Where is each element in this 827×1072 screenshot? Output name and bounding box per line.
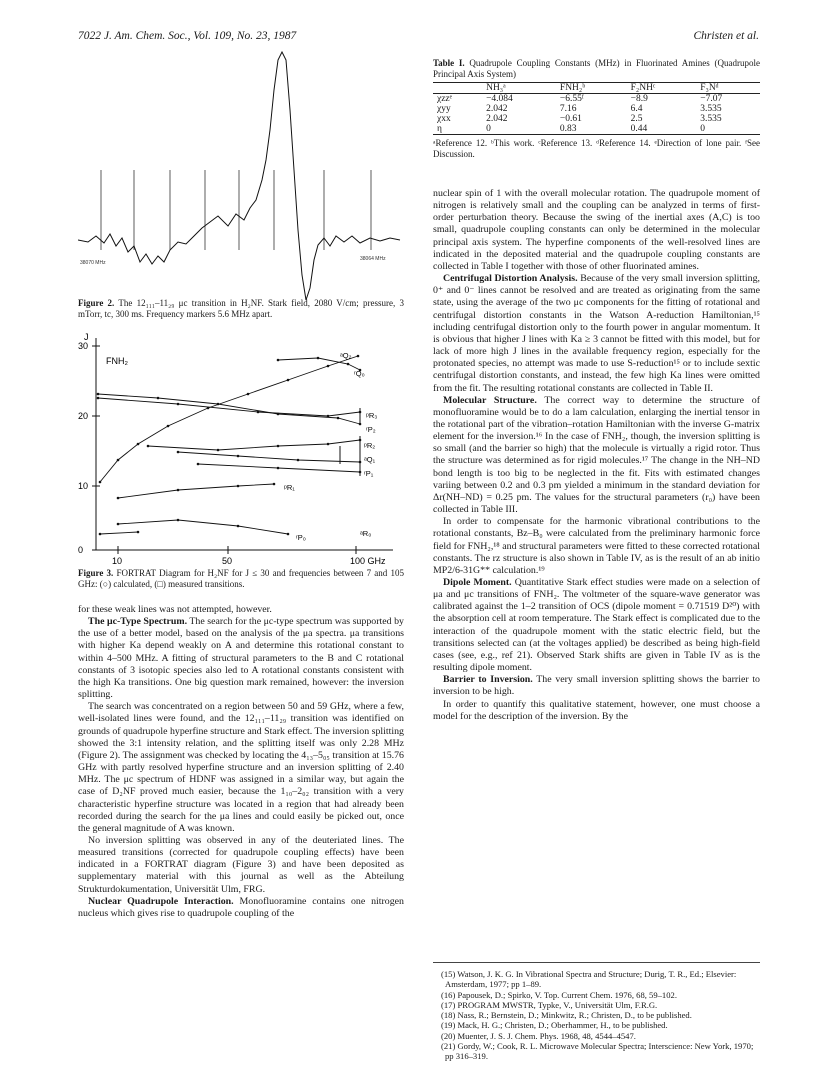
fortrat-series	[97, 355, 362, 536]
paragraph	[433, 699, 760, 723]
table-cell: 7.16	[559, 104, 577, 114]
table-column-header: NH₃ᵃ	[486, 83, 506, 93]
paragraph	[78, 701, 404, 835]
paragraph-text: Monofluoramine contains one nitrogen nucleus which gives rise to quadrupole coupling of the	[78, 895, 404, 919]
left-column-text	[78, 604, 404, 920]
branch-label: ᵃQ₁	[364, 455, 376, 464]
transition-point	[257, 411, 260, 414]
table-cell: 6.4	[630, 104, 643, 114]
branch-aQ1	[178, 452, 360, 462]
table-cell: 0.44	[630, 124, 648, 134]
transition-point	[117, 497, 120, 500]
table-column-header: F₂NHᶜ	[630, 83, 656, 93]
branch-label: ᵖR₃	[366, 411, 378, 420]
table-cell: −8.9	[630, 94, 648, 104]
fortrat-axes	[96, 338, 393, 550]
transition-point	[147, 445, 150, 448]
branch-label: ʳP₂	[366, 425, 376, 434]
table-cell: 0	[700, 124, 705, 134]
paragraph	[78, 896, 404, 920]
reference-entry: (16) Papousek, D.; Spirko, V. Top. Current Chem. 1976, 68, 59–102.	[441, 989, 677, 1000]
transition-point	[117, 459, 120, 462]
branch-label: ʳP₀	[296, 533, 306, 542]
table-cell: −7.07	[700, 94, 723, 104]
paragraph-text: nuclear spin of 1 with the overall molecular rotation. The quadrupole moment of nitrogen is relatively small and the coupling can be analyzed in terms of first-order perturbation theory. Because the swing of the inertial axes (A,C) is too small, quadrupole coupling constants can only be determined in the molecular principal axis system. The hyperfine components of the well-resolved lines are indicated in the deposited material and the quadrupole coupling constants are collected in Table I together with those of other fluorinated amines.	[433, 188, 760, 272]
transition-point	[357, 355, 360, 358]
transition-point	[277, 359, 280, 362]
transition-point	[177, 489, 180, 492]
figure-2	[78, 50, 408, 308]
right-marker-label: 38064 MHz	[360, 256, 386, 262]
transition-point	[237, 525, 240, 528]
x-tick-label: 10	[112, 556, 123, 566]
fortrat-branch-labels	[284, 351, 377, 542]
molecule-label: FNH₂	[106, 356, 128, 366]
figure-3-caption	[78, 568, 404, 590]
table-1-footnote: ᵃReference 12. ᵇThis work. ᶜReference 13. ᵈReference 14. ᵉDirection of lone pair. ᶠSee Discussion.	[433, 138, 760, 159]
table-cell: 2.042	[486, 104, 508, 114]
transition-point	[137, 443, 140, 446]
left-marker-label: 38070 MHz	[80, 260, 106, 266]
reference-entry: (20) Muenter, J. S. J. Chem. Phys. 1968, 48, 4544–4547.	[441, 1030, 636, 1041]
transition-point	[217, 449, 220, 452]
table-cell: χzzᵉ	[437, 94, 453, 104]
table-row	[433, 114, 760, 124]
transition-point	[287, 533, 290, 536]
transition-point	[117, 523, 120, 526]
table-cell: 0	[486, 124, 491, 134]
paragraph	[433, 674, 760, 698]
transition-point	[277, 467, 280, 470]
section-heading: Centrifugal Distortion Analysis.	[443, 273, 578, 285]
paragraph	[78, 835, 404, 896]
references	[433, 962, 760, 1062]
transition-point	[97, 397, 100, 400]
y-tick-label: 30	[78, 341, 89, 351]
table-1-title: Quadrupole Coupling Constants (MHz) in Fluorinated Amines (Quadrupole Principal Axis System)	[433, 58, 760, 79]
figure-3-caption-fortrat: FORTRAT	[116, 568, 156, 578]
y-tick-label: 10	[78, 481, 89, 491]
table-cell: 0.83	[559, 124, 577, 134]
branch-aQ2	[100, 356, 358, 482]
transition-point	[247, 393, 250, 396]
section-heading: The μc-Type Spectrum.	[88, 616, 188, 628]
paragraph-text: In order to compensate for the harmonic vibrational contributions to the rotational constants, Bz–B₀ were calculated from the preliminary harmonic force field for FNH₂,¹⁸ and structural parameters were fitted to these corrected rotational constants. The rz structure is also shown in Table IV, as is the result of an ab initio MP2/6-31G** calculation.¹⁹	[433, 516, 760, 576]
transition-point	[97, 393, 100, 396]
branch-label: ᵖR₂	[364, 441, 376, 450]
section-heading: Nuclear Quadrupole Interaction.	[88, 895, 234, 907]
section-heading: Molecular Structure.	[443, 394, 537, 406]
table-column-header: FNH₂ᵇ	[559, 83, 586, 93]
reference-entry: (15) Watson, J. K. G. In Vibrational Spectra and Structure; Durig, T. R., Ed.; Elsevier: Amsterdam, 1977; pp 1–89.	[441, 969, 737, 990]
transition-point	[277, 445, 280, 448]
reference-entry: (17) PROGRAM MWSTR, Typke, V., Universität Ulm, F.R.G.	[441, 999, 658, 1010]
paragraph-text: Quantitative Stark effect studies were made on a selection of μa and μc transitions of FNH₂. The voltmeter of the square-wave generator was calibrated against the 1–2 transition of OCS (dipole moment = 0.71519 D²⁰) with the absorption cell at room temperature. The Stark effect is complicated due to the interaction of the quadrupole moment with the static electric field, but the transitions selected can (at the voltages applied) be described as being high-field cases (see, e.g., ref 21). Observed Stark shifts are given in Table IV as is the resulting dipole moment.	[433, 577, 760, 674]
paragraph	[78, 616, 404, 701]
transition-point	[287, 379, 290, 382]
branch-pR1	[118, 484, 274, 498]
x-tick-label: 50	[222, 556, 233, 566]
table-cell: χyy	[437, 104, 451, 114]
table-cell: η	[437, 124, 442, 134]
table-cell: −6.55ᶠ	[559, 94, 584, 104]
transition-point	[297, 459, 300, 462]
branch-label: ᵖR₁	[284, 483, 295, 492]
transition-point	[99, 533, 102, 536]
branch-label: ᵃR₀	[360, 529, 372, 538]
table-row	[433, 94, 760, 105]
transition-point	[317, 357, 320, 360]
figure-2-caption	[78, 298, 404, 320]
branch-label: ʳQ₀	[354, 369, 365, 378]
y-tick-label: 0	[78, 545, 84, 555]
transition-point	[237, 485, 240, 488]
table-cell: 2.5	[630, 114, 643, 124]
paragraph-text: Because of the very small inversion splitting, 0⁺ and 0⁻ lines cannot be resolved and are treated as originating from the same state, using the average of the two μc components for the fitting of rotational and centrifugal distortion constants in the Watson A-reduction Hamiltonian,¹⁵ including centrifugal distortion only to the fourth power in angular momentum. It is obvious that higher J lines with Ka ≥ 3 cannot be fitted with this model, but for lack of more high J lines in the available frequency region, especially for the protonated species, no attempt was made to use S-reduction¹⁵ or to include sextic centrifugal distortion constants, and instead, the few high Ka lines were omitted from the fit. The resulting rotational constants are collected in Table II.	[433, 273, 760, 394]
branch-rP0	[118, 520, 288, 534]
table-cell: 2.042	[486, 114, 508, 124]
paragraph	[433, 273, 760, 395]
paragraph	[433, 577, 760, 674]
running-header-left: 7022 J. Am. Chem. Soc., Vol. 109, No. 23, 1987	[78, 30, 297, 42]
table-header-row	[433, 83, 760, 94]
table-cell: χxx	[437, 114, 451, 124]
reference-entry: (19) Mack, H. G.; Christen, D.; Oberhammer, H., to be published.	[441, 1020, 668, 1031]
section-heading: Dipole Moment.	[443, 577, 512, 588]
transition-point	[177, 403, 180, 406]
transition-point	[167, 425, 170, 428]
transition-point	[273, 483, 276, 486]
table-cell: −4.084	[486, 94, 513, 104]
x-tick-label: 100 GHz	[350, 556, 386, 566]
figure-3	[78, 328, 408, 568]
transition-point	[157, 397, 160, 400]
table-cell: −0.61	[559, 114, 582, 124]
paragraph	[433, 188, 760, 273]
transition-point	[327, 443, 330, 446]
section-heading: Barrier to Inversion.	[443, 674, 533, 686]
transition-point	[337, 417, 340, 420]
branch-aR0	[100, 532, 138, 534]
figure-2-caption-text: The 12₁₁₁–11₂₉ μc transition in H₂NF. Stark field, 2080 V/cm; pressure, 3 mTorr, tc, 300 ms. Frequency markers 5.6 MHz apart.	[78, 298, 404, 319]
table-column-header	[433, 83, 482, 94]
paragraph-text: The search was concentrated on a region between 50 and 59 GHz, where a few, well-isolated lines were found, and the 12₁₁₁–11₂₉ transition was identified on grounds of quadrupole hyperfine structure and Stark effect. The inversion splitting showed the 3:1 intensity relation, and the splitting itself was only 2.28 MHz (Figure 2). The assignment was checked by locating the 4₁₃–5₀₅ transition at 15.76 GHz with partly resolved hyperfine structure and an inversion splitting of 2.40 MHz. The μc spectrum of HDNF was assigned in a similar way, but again the case of D₂NF proved much easier, because the 1₁₀–2₀₂ transition with a very characteristic hyperfine structure was located in a region that had already been recorded during the search for the μa lines and could easily be picked out, once the general magnitude of A was known.	[78, 701, 404, 834]
figure-3-fortrat	[78, 328, 408, 568]
figure-2-label: Figure 2.	[78, 298, 115, 308]
paragraph	[78, 604, 404, 616]
branch-label: ᵃQ₂	[340, 351, 352, 360]
table-row	[433, 124, 760, 135]
paragraph-text: The correct way to determine the structure of monofluoramine would be to do a lam calculation, enlarging the inertial tensor in the rotational part of the vibration–rotation Hamiltonian with the inverse G-matrix element for the inversion.¹⁶ In the case of FNH₂, though, the inversion splitting is so small (and the barrier so high) that the molecule is virtually a rigid rotor. Thus the structure was determined as for rigid molecules.¹⁷ The change in the NH–ND bond length is too big to be neglected in the fit. Fits with estimated changes variing between 0.2 and 0.3 pm yielded a minimum in the standard deviation for Δr(NH–ND) = 0.25 pm. The values for the structural parameters (r₀) have been collected in Table III.	[433, 394, 760, 516]
paragraph-text: In order to quantify this qualitative statement, however, one must choose a model for the description of the inversion. By the	[433, 698, 760, 722]
transition-point	[327, 365, 330, 368]
right-column-text	[433, 188, 760, 723]
running-header-right: Christen et al.	[693, 30, 759, 42]
paragraph-text: No inversion splitting was observed in any of the deuteriated lines. The measured transitions (corrected for quadrupole coupling effects) have been indicated in a FORTRAT diagram (Figure 3) and have been deposited as supplementary material with this journal as well as the Abteilung Strukturdokumentation, Universität Ulm, FRG.	[78, 834, 404, 895]
paragraph	[433, 395, 760, 517]
figure-2-spectrum	[78, 50, 408, 308]
paragraph-text: for these weak lines was not attempted, however.	[78, 604, 272, 615]
table-1	[433, 58, 760, 160]
table-row	[433, 104, 760, 114]
transition-point	[177, 519, 180, 522]
table-cell: 3.535	[700, 114, 722, 124]
paragraph-text: The search for the μc-type spectrum was supported by the use of a better model, based on the analysis of the μa spectra. μa transitions with higher Ka depend weakly on A and determine this rotational constant to within 4–500 MHz. A fitting of structural parameters to the B and C rotational constants of 3 isotopic species also led to A rotational constants consistent with the high Ka transitions. One big question mark remained, however: the inversion splitting.	[78, 616, 404, 701]
y-axis-label: J	[84, 332, 89, 342]
paragraph	[433, 516, 760, 577]
transition-point	[197, 463, 200, 466]
quadrupole-table	[433, 82, 760, 135]
figure-3-label: Figure 3.	[78, 568, 114, 578]
transition-point	[237, 455, 240, 458]
table-cell: 3.535	[700, 104, 722, 114]
frequency-markers	[101, 170, 371, 250]
transition-point	[327, 415, 330, 418]
table-column-header: F₃Nᵈ	[700, 83, 719, 93]
transition-point	[217, 403, 220, 406]
paragraph-text: The very small inversion splitting shows the barrier to inversion to be high.	[433, 674, 760, 698]
transition-point	[347, 363, 350, 366]
transition-point	[177, 451, 180, 454]
transition-point	[99, 481, 102, 484]
figure-3-caption-text: Diagram for H₂NF for J ≤ 30 and frequencies between 7 and 105 GHz: (○) calculated, (□) measured transitions.	[78, 568, 404, 589]
table-1-label: Table I.	[433, 58, 465, 68]
reference-entry: (18) Nass, R.; Bernstein, D.; Minkwitz, R.; Christen, D., to be published.	[441, 1010, 692, 1021]
transition-point	[137, 531, 140, 534]
branch-label: ʳP₁	[364, 469, 374, 478]
y-tick-label: 20	[78, 411, 89, 421]
reference-entry: (21) Gordy, W.; Cook, R. L. Microwave Molecular Spectra; Interscience: New York, 1970; pp 316–319.	[441, 1041, 754, 1062]
